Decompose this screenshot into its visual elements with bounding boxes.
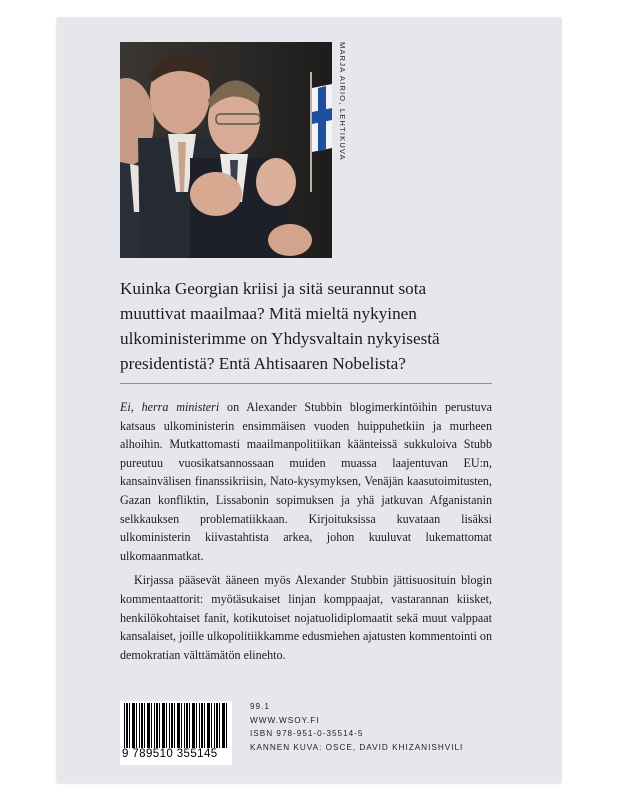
book-title-italic: Ei, herra ministeri (120, 400, 220, 414)
publisher-website: WWW.WSOY.FI (250, 715, 320, 725)
barcode-digits: 9 789510 355145 (122, 748, 218, 760)
cover-photo (120, 42, 332, 258)
body-paragraph-1-text: on Alexander Stubbin blogimerkintöihin perustuva katsaus ulkoministerin ensimmäisen vuoden huippuhetkiin ja murheen alhoihin. Mutkattomasti maailmanpolitiikan käänteissä sukkuloiva Stubb pureutuu vuosikatsannossaan muiden muassa laajentuvan EU:n, kansainvälisen finanssikriisin, Nato-kysymyksen, Venäjän kaasutoimitusten, Gazan konfliktin, Lissabonin sopimuksen ja yhä jatkuvan Afganistanin selkkauksen problematiikkaan. Kirjoituksissa kuvataan lisäksi ulkoministerin kiivastahtista arkea, johon kuuluvat lukemattomat ulkomaanmatkat. (120, 400, 492, 563)
lead-line: ulkoministerimme on Yhdysvaltain nykyisestä (120, 329, 440, 348)
lead-paragraph (120, 276, 492, 376)
photo-of-men-in-suits-icon (120, 42, 332, 258)
isbn-barcode (120, 701, 232, 765)
lead-line: muuttivat maailmaa? Mitä mieltä nykyinen (120, 304, 417, 323)
barcode-bars-icon (124, 703, 228, 748)
lead-line: Kuinka Georgian kriisi ja sitä seurannut sota (120, 279, 427, 298)
publication-info (250, 700, 463, 754)
body-text (120, 398, 492, 664)
library-class: 99.1 (250, 702, 270, 711)
body-paragraph-2: Kirjassa pääsevät ääneen myös Alexander Stubbin jättisuosituin blogin kommentaattorit: myötäsukaiset linjan komppaajat, vastarannan kiisket, henkilökohtaiset fanit, kotikutoiset nojatuolidiplomaatit sekä muut valppaat kansalaiset, joille ulkopolitiikkamme edusmiehen ajatusten kommentointi on demokratian välttämätön elinehto. (120, 573, 492, 662)
isbn-text: ISBN 978-951-0-35514-5 (250, 729, 364, 739)
divider (120, 383, 492, 384)
body-paragraph-1 (120, 398, 492, 565)
photo-credit (336, 42, 348, 182)
lead-line: presidentistä? Entä Ahtisaaren Nobelista? (120, 354, 406, 373)
photo-credit-text: MARJA AIRIO, LEHTIKUVA (338, 42, 347, 161)
cover-credit: KANNEN KUVA: OSCE, DAVID KHIZANISHVILI (250, 742, 464, 752)
